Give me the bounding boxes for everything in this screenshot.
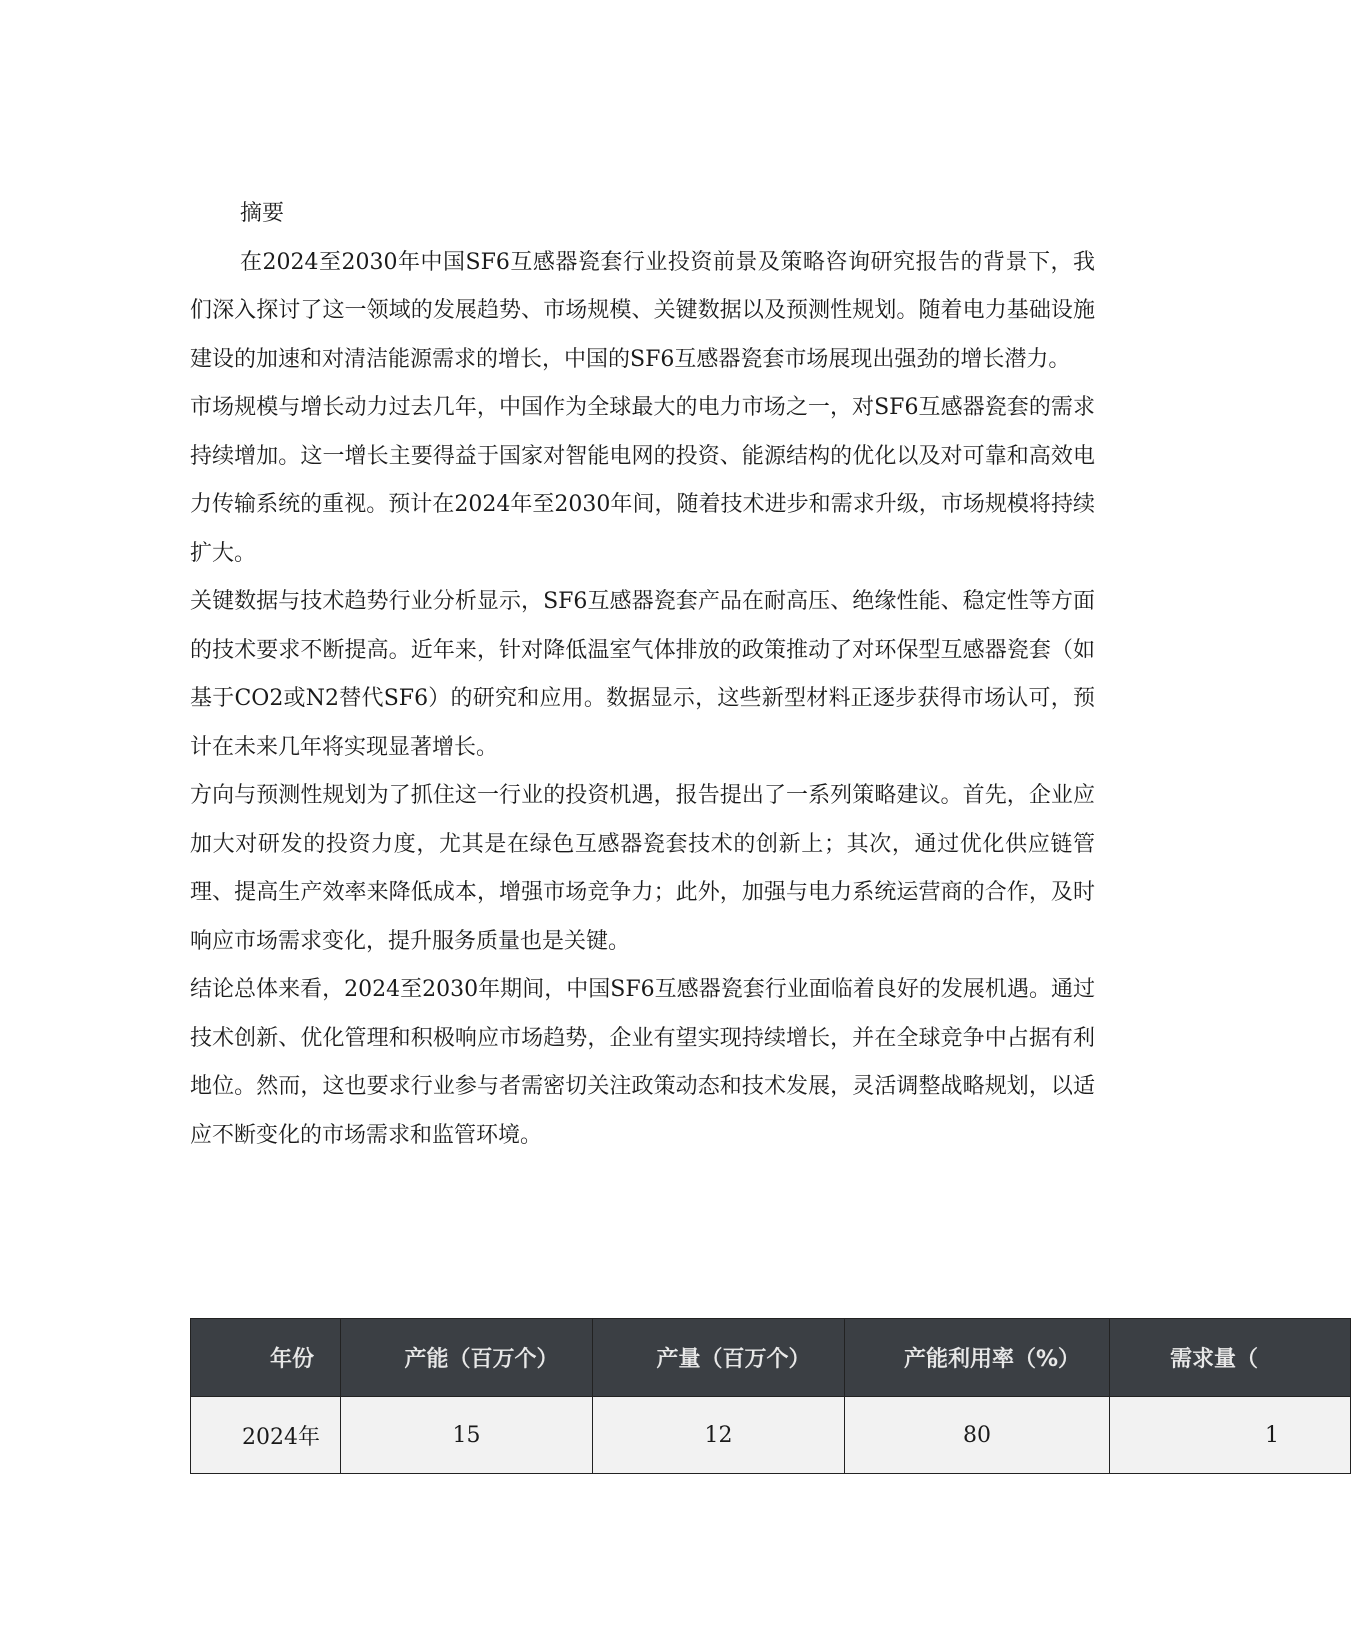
header-year: 年份: [191, 1319, 341, 1397]
table-row: [191, 1397, 1351, 1474]
cell-output: 12: [593, 1397, 845, 1474]
cell-demand: 1: [1110, 1397, 1351, 1474]
paragraph-intro: 在2024至2030年中国SF6互感器瓷套行业投资前景及策略咨询研究报告的背景下，我们深入探讨了这一领域的发展趋势、市场规模、关键数据以及预测性规划。随着电力基础设施建设的加速和对清洁能源需求的增长，中国的SF6互感器瓷套市场展现出强劲的增长潜力。: [190, 249, 1095, 372]
capacity-table: [190, 1318, 1351, 1474]
header-capacity: 产能（百万个）: [341, 1319, 593, 1397]
cell-capacity: 15: [341, 1397, 593, 1474]
document-body: [190, 190, 1095, 1160]
cell-year: 2024年: [191, 1397, 341, 1474]
header-utilization: 产能利用率（%）: [845, 1319, 1110, 1397]
abstract-heading: 摘要: [240, 201, 285, 226]
paragraph-market-size: 市场规模与增长动力过去几年，中国作为全球最大的电力市场之一，对SF6互感器瓷套的需求持续增加。这一增长主要得益于国家对智能电网的投资、能源结构的优化以及对可靠和高效电力传输系统的重视。预计在2024年至2030年间，随着技术进步和需求升级，市场规模将持续扩大。: [190, 395, 1095, 566]
header-demand: 需求量（: [1110, 1319, 1351, 1397]
paragraph-key-data: 关键数据与技术趋势行业分析显示，SF6互感器瓷套产品在耐高压、绝缘性能、稳定性等方面的技术要求不断提高。近年来，针对降低温室气体排放的政策推动了对环保型互感器瓷套（如基于CO2或N2替代SF6）的研究和应用。数据显示，这些新型材料正逐步获得市场认可，预计在未来几年将实现显著增长。: [190, 589, 1095, 760]
header-output: 产量（百万个）: [593, 1319, 845, 1397]
data-table-container: [190, 1318, 1279, 1474]
paragraph-planning: 方向与预测性规划为了抓住这一行业的投资机遇，报告提出了一系列策略建议。首先，企业应加大对研发的投资力度，尤其是在绿色互感器瓷套技术的创新上；其次，通过优化供应链管理、提高生产效率来降低成本，增强市场竞争力；此外，加强与电力系统运营商的合作，及时响应市场需求变化，提升服务质量也是关键。: [190, 783, 1095, 954]
paragraph-conclusion: 结论总体来看，2024至2030年期间，中国SF6互感器瓷套行业面临着良好的发展机遇。通过技术创新、优化管理和积极响应市场趋势，企业有望实现持续增长，并在全球竞争中占据有利地位。然而，这也要求行业参与者需密切关注政策动态和技术发展，灵活调整战略规划，以适应不断变化的市场需求和监管环境。: [190, 977, 1095, 1148]
table-header-row: [191, 1319, 1351, 1397]
cell-utilization: 80: [845, 1397, 1110, 1474]
